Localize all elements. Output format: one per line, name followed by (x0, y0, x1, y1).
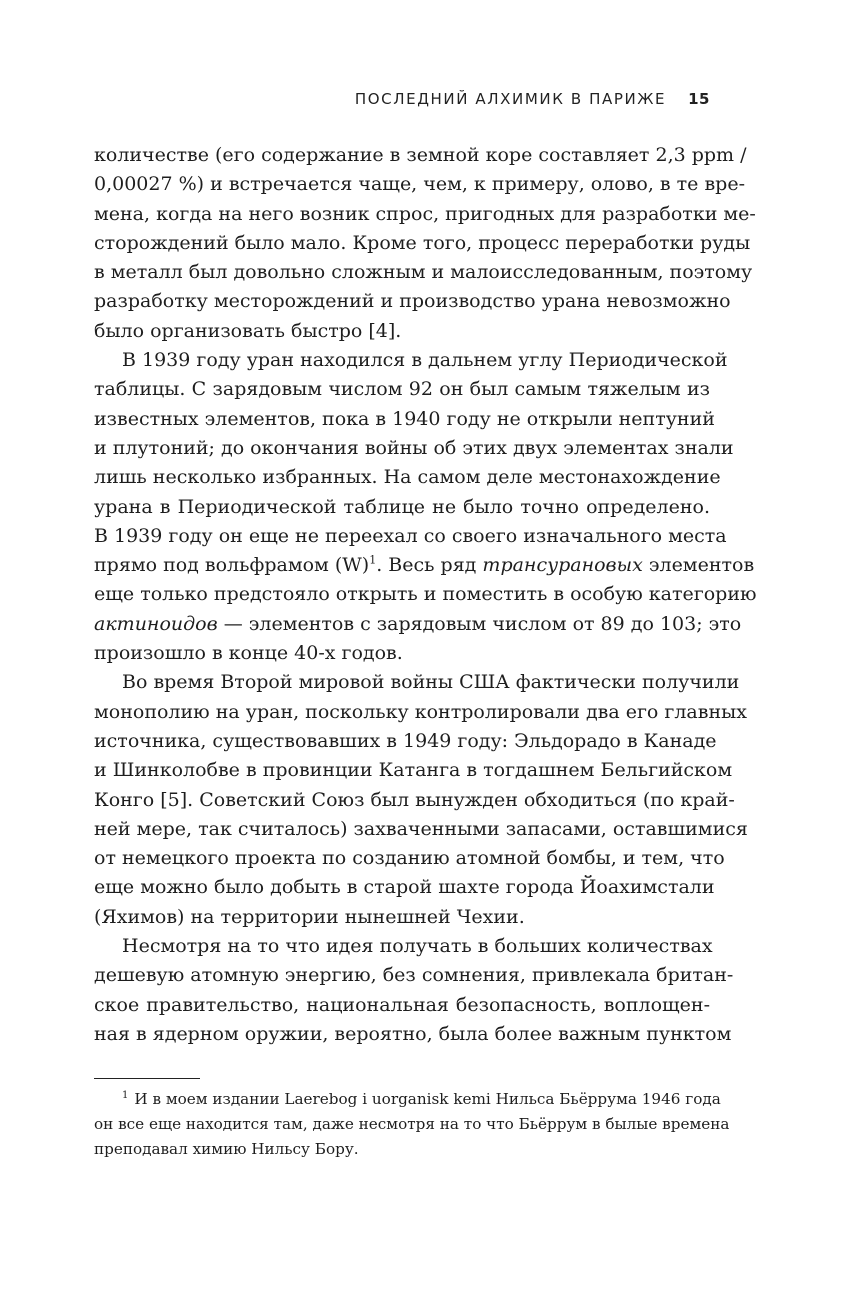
footnote-line (94, 1087, 721, 1112)
text-line: известных элементов, пока в 1940 году не открыли нептуний (94, 407, 715, 430)
paragraph-4 (94, 932, 734, 1049)
text-line: (Яхимов) на территории нынешней Чехии. (94, 905, 525, 928)
text-line: и плутоний; до окончания войны об этих двух элементах знали (94, 436, 734, 459)
paragraph-2 (94, 346, 757, 668)
text-line: источника, существовавших в 1949 году: Эльдорадо в Канаде (94, 729, 717, 752)
text-line: мена, когда на него возник спрос, пригодных для разработки ме- (94, 202, 756, 225)
paragraph-3 (94, 668, 748, 932)
text-line: произошло в конце 40-х годов. (94, 642, 403, 665)
text-line: было организовать быстро [4]. (94, 319, 402, 342)
running-title: ПОСЛЕДНИЙ АЛХИМИК В ПАРИЖЕ (354, 90, 667, 108)
text-line: монополию на уран, поскольку контролировали два его главных (94, 700, 747, 723)
text-line: таблицы. С зарядовым числом 92 он был самым тяжелым из (94, 378, 710, 401)
paragraph-1 (94, 141, 756, 346)
text-line: В 1939 году он еще не переехал со своего изначального места (94, 524, 727, 547)
text-line: дешевую атомную энергию, без сомнения, привлекала британ- (94, 964, 734, 987)
text-line: сторождений было мало. Кроме того, процесс переработки руды (94, 231, 751, 254)
text-line: ная в ядерном оружии, вероятно, была более важным пунктом (94, 1022, 732, 1045)
text-line: ней мере, так считалось) захваченными запасами, оставшимися (94, 817, 748, 840)
text-line: Конго [5]. Советский Союз был вынужден обходиться (по край- (94, 788, 735, 811)
text-line: ское правительство, национальная безопасность, воплощен- (94, 993, 710, 1016)
footnote-marker: 1 (122, 1089, 129, 1101)
text-line: В 1939 году уран находился в дальнем углу Периодической (122, 349, 728, 372)
footnote-text: И в моем издании Laerebog i uorganisk kemi Нильса Бьёррума 1946 года (134, 1090, 721, 1108)
footnote-line: он все еще находится там, даже несмотря на то что Бьёррум в былые времена (94, 1115, 730, 1133)
running-header (355, 90, 710, 108)
text-line: прямо под вольфрамом $(W)^1$. Весь ряд трансурановых элементов (94, 553, 755, 577)
text-line: урана в Периодической таблице не было точно определено. (94, 495, 710, 518)
text-line: еще можно было добыть в старой шахте города Йоахимстали (94, 876, 715, 899)
text-line: количестве (его содержание в земной коре составляет 2,3 ppm / (94, 144, 747, 166)
main-text (94, 141, 757, 1049)
text-line: Во время Второй мировой войны США фактически получили (122, 671, 740, 694)
footnote-line: преподавал химию Нильсу Бору. (94, 1140, 359, 1158)
text-line: разработку месторождений и производство урана невозможно (94, 290, 731, 313)
text-line: и Шинколобве в провинции Катанга в тогдашнем Бельгийском (94, 759, 733, 782)
text-line: актиноидов — элементов с зарядовым числом от 89 до 103; это (94, 612, 742, 635)
text-line: в металл был довольно сложным и малоисследованным, поэтому (94, 261, 753, 284)
text-line: лишь несколько избранных. На самом деле местонахождение (94, 466, 721, 489)
footnote-divider (94, 1078, 200, 1079)
text-line: Несмотря на то что идея получать в больших количествах (122, 935, 713, 958)
text-line: еще только предстояло открыть и поместить в особую категорию (94, 583, 757, 606)
text-line: 0,00027 %) и встречается чаще, чем, к примеру, олово, в те вре- (94, 173, 745, 196)
text-line: от немецкого проекта по созданию атомной бомбы, и тем, что (94, 847, 725, 870)
footnote (94, 1087, 730, 1162)
page-number: 15 (688, 90, 710, 108)
